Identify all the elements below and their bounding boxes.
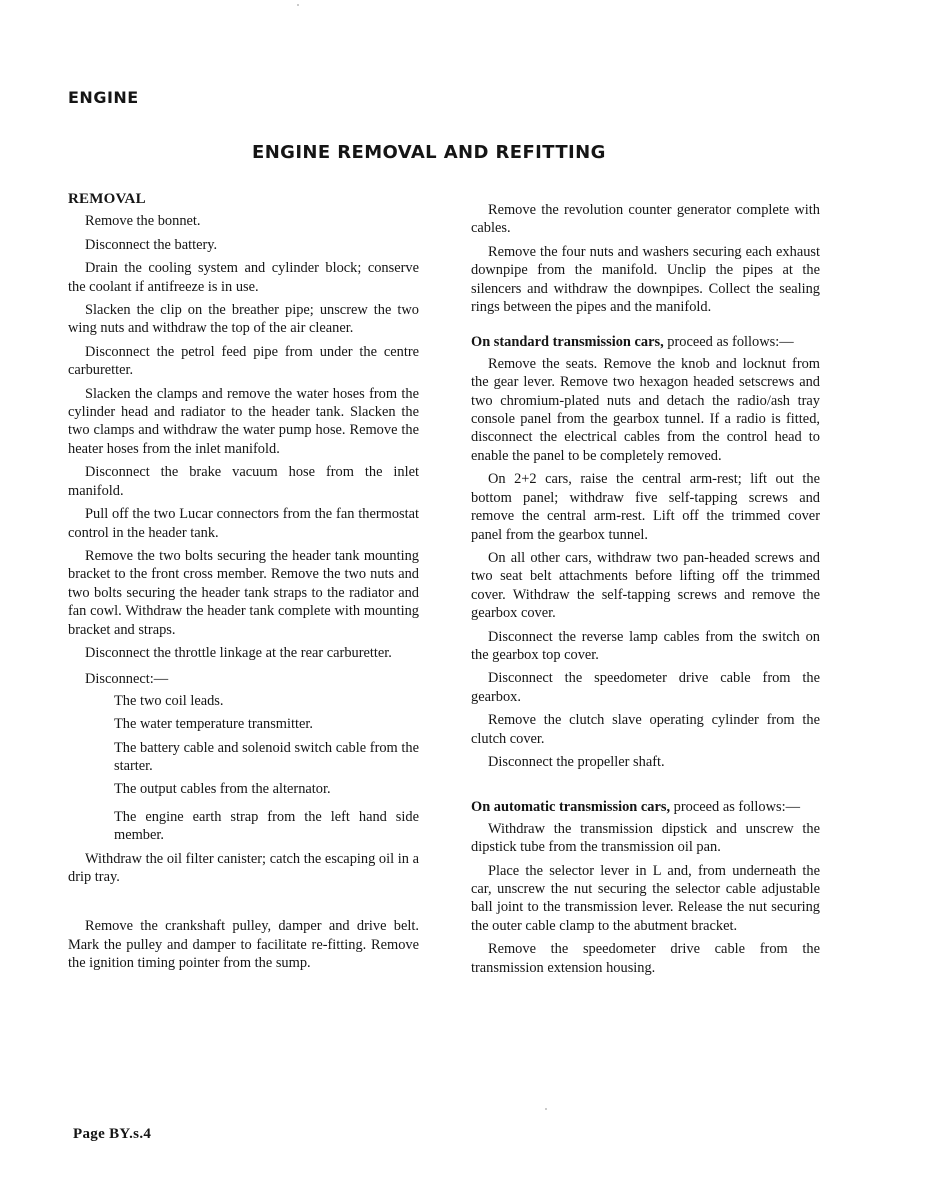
paragraph: Withdraw the transmission dipstick and unscrew the dipstick tube from the transmission oil pan. (471, 820, 820, 856)
lead-in-rest: proceed as follows:— (670, 799, 800, 816)
paragraph: Pull off the two Lucar connectors from the fan thermostat control in the header tank. (68, 506, 419, 541)
lead-in-bold: On standard transmission cars, (471, 334, 664, 351)
disconnect-list (114, 692, 419, 845)
paragraph: Slacken the clamps and remove the water hoses from the cylinder head and radiator to the header tank. Slacken the two clamps and withdraw the water pump hose. Remove the heater hoses from the inlet manifold. (68, 385, 419, 457)
paragraph: Slacken the clip on the breather pipe; unscrew the two wing nuts and withdraw the top of the air cleaner. (68, 302, 419, 337)
paragraph: Remove the four nuts and washers securing each exhaust downpipe from the manifold. Unclip the pipes at the silencers and withdraw the downpipes. Collect the sealing rings between the pipes and the manifold. (471, 243, 820, 316)
paragraph: Remove the revolution counter generator complete with cables. (471, 202, 820, 237)
list-item: The water temperature transmitter. (114, 716, 313, 733)
paragraph: Remove the crankshaft pulley, damper and drive belt. Mark the pulley and damper to facilitate re-fitting. Remove the ignition timing pointer from the sump. (68, 918, 419, 972)
paragraph: Place the selector lever in L and, from underneath the car, unscrew the nut securing the selector cable adjustable ball joint to the transmission lever. Release the nut securing the outer cable clamp to the abutment bracket. (471, 862, 820, 934)
paragraph: Disconnect the brake vacuum hose from the inlet manifold. (68, 464, 419, 499)
spacer (68, 891, 419, 917)
paragraph: Disconnect the petrol feed pipe from under the centre carburetter. (68, 343, 419, 379)
paragraph: Remove the bonnet. (85, 213, 201, 230)
paragraph: Disconnect the reverse lamp cables from the switch on the gearbox top cover. (471, 628, 820, 663)
right-column (471, 201, 820, 982)
paragraph: Disconnect the propeller shaft. (488, 753, 665, 770)
list-item: The engine earth strap from the left hand side member. (114, 808, 419, 844)
removal-heading: REMOVAL (68, 191, 146, 207)
paragraph: Drain the cooling system and cylinder block; conserve the coolant if antifreeze is in use. (68, 260, 419, 295)
list-item: The output cables from the alternator. (114, 781, 331, 798)
paragraph: On all other cars, withdraw two pan-headed screws and two seat belt attachments before lifting off the trimmed cover. Withdraw the self-tapping screws and remove the gearbox cover. (471, 549, 820, 622)
paragraph: On 2+2 cars, raise the central arm-rest; lift out the bottom panel; withdraw five self-tapping screws and remove the central arm-rest. Lift off the trimmed cover panel from the gearbox tunnel. (471, 471, 820, 543)
paragraph: Disconnect the battery. (85, 236, 218, 253)
spacer (471, 321, 820, 333)
page-number: Page BY.s.4 (73, 1126, 152, 1142)
spacer (471, 776, 820, 798)
section-header: ENGINE (68, 88, 139, 107)
standard-transmission-lead-in (471, 333, 820, 351)
left-column (68, 190, 419, 978)
paragraph: Disconnect the throttle linkage at the rear carburetter. (85, 644, 392, 661)
paragraph: Disconnect the speedometer drive cable from the gearbox. (471, 670, 820, 705)
paragraph: Remove the seats. Remove the knob and locknut from the gear lever. Remove two hexagon headed setscrews and two chromium-plated nuts and detach the radio/ash tray console panel from the gearbox tunnel. If a radio is fitted, disconnect the electrical cables from the control head to enable the panel to be completely removed. (471, 355, 820, 464)
disconnect-intro: Disconnect:— (85, 671, 169, 688)
page-title: ENGINE REMOVAL AND REFITTING (252, 142, 606, 163)
paragraph: Remove the speedometer drive cable from the transmission extension housing. (471, 941, 820, 976)
scan-speck (297, 4, 299, 6)
scan-speck (545, 1108, 547, 1110)
list-item: The battery cable and solenoid switch cable from the starter. (114, 739, 419, 774)
list-item: The two coil leads. (114, 692, 224, 709)
lead-in-bold: On automatic transmission cars, (471, 799, 671, 816)
automatic-transmission-lead-in (471, 798, 820, 816)
paragraph: Remove the two bolts securing the header tank mounting bracket to the front cross member. Remove the two nuts and two bolts securing the header tank straps to the radiator and fan cowl. Withdraw the header tank complete with mounting bracket and straps. (68, 547, 419, 638)
lead-in-rest: proceed as follows:— (663, 334, 794, 351)
paragraph: Remove the clutch slave operating cylinder from the clutch cover. (471, 712, 820, 747)
paragraph: Withdraw the oil filter canister; catch the escaping oil in a drip tray. (68, 850, 419, 885)
